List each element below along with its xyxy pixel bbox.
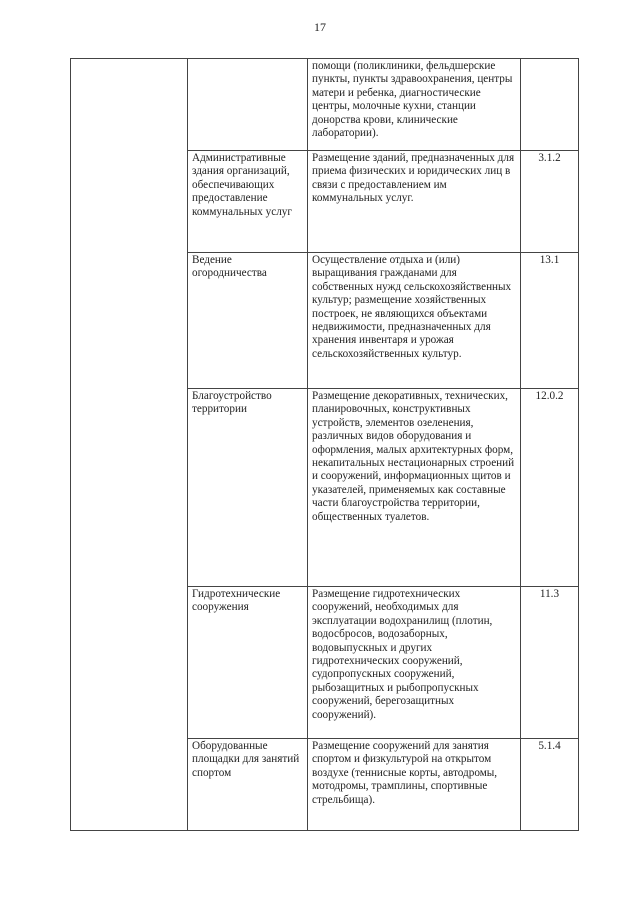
use-name-cell: Административные здания организаций, обеспечивающих предоставление коммунальных услуг — [188, 151, 308, 253]
use-code-cell: 3.1.2 — [521, 151, 579, 253]
use-code-cell: 11.3 — [521, 587, 579, 739]
use-description-cell: Размещение декоративных, технических, планировочных, конструктивных устройств, элементов озеленения, различных видов оборудования и оформления, малых архитектурных форм, некапитальных нестационарных строений и сооружений, информационных щитов и указателей, применяемых как составные части благоустройства территории, общественных туалетов. — [308, 389, 521, 587]
use-description-cell: Размещение зданий, предназначенных для приема физических и юридических лиц в связи с предоставлением им коммунальных услуг. — [308, 151, 521, 253]
use-code-cell: 12.0.2 — [521, 389, 579, 587]
table-row — [71, 59, 579, 151]
use-code-cell: 13.1 — [521, 253, 579, 389]
use-code-cell: 5.1.4 — [521, 739, 579, 831]
use-description-cell: Размещение сооружений для занятия спортом и физкультурой на открытом воздухе (теннисные корты, автодромы, мотодромы, трамплины, спортивные стрельбища). — [308, 739, 521, 831]
use-code-cell — [521, 59, 579, 151]
use-description-cell: Размещение гидротехнических сооружений, необходимых для эксплуатации водохранилищ (плотин, водосбросов, водозаборных, водовыпускных и других гидротехнических сооружений, судопропускных сооружений, рыбозащитных и рыбопропускных сооружений, берегозащитных сооружений). — [308, 587, 521, 739]
zone-cell — [71, 59, 188, 831]
use-name-cell: Гидротехнические сооружения — [188, 587, 308, 739]
use-description-cell: помощи (поликлиники, фельдшерские пункты, пункты здравоохранения, центры матери и ребенка, диагностические центры, молочные кухни, станции донорства крови, клинические лаборатории). — [308, 59, 521, 151]
use-name-cell — [188, 59, 308, 151]
use-description-cell: Осуществление отдыха и (или) выращивания гражданами для собственных нужд сельскохозяйственных культур; размещение хозяйственных построек, не являющихся объектами недвижимости, предназначенных для хранения инвентаря и урожая сельскохозяйственных культур. — [308, 253, 521, 389]
use-name-cell: Ведение огородничества — [188, 253, 308, 389]
page-number: 17 — [314, 20, 326, 34]
use-name-cell: Благоустройство территории — [188, 389, 308, 587]
use-name-cell: Оборудованные площадки для занятий спортом — [188, 739, 308, 831]
land-use-table — [70, 58, 579, 831]
